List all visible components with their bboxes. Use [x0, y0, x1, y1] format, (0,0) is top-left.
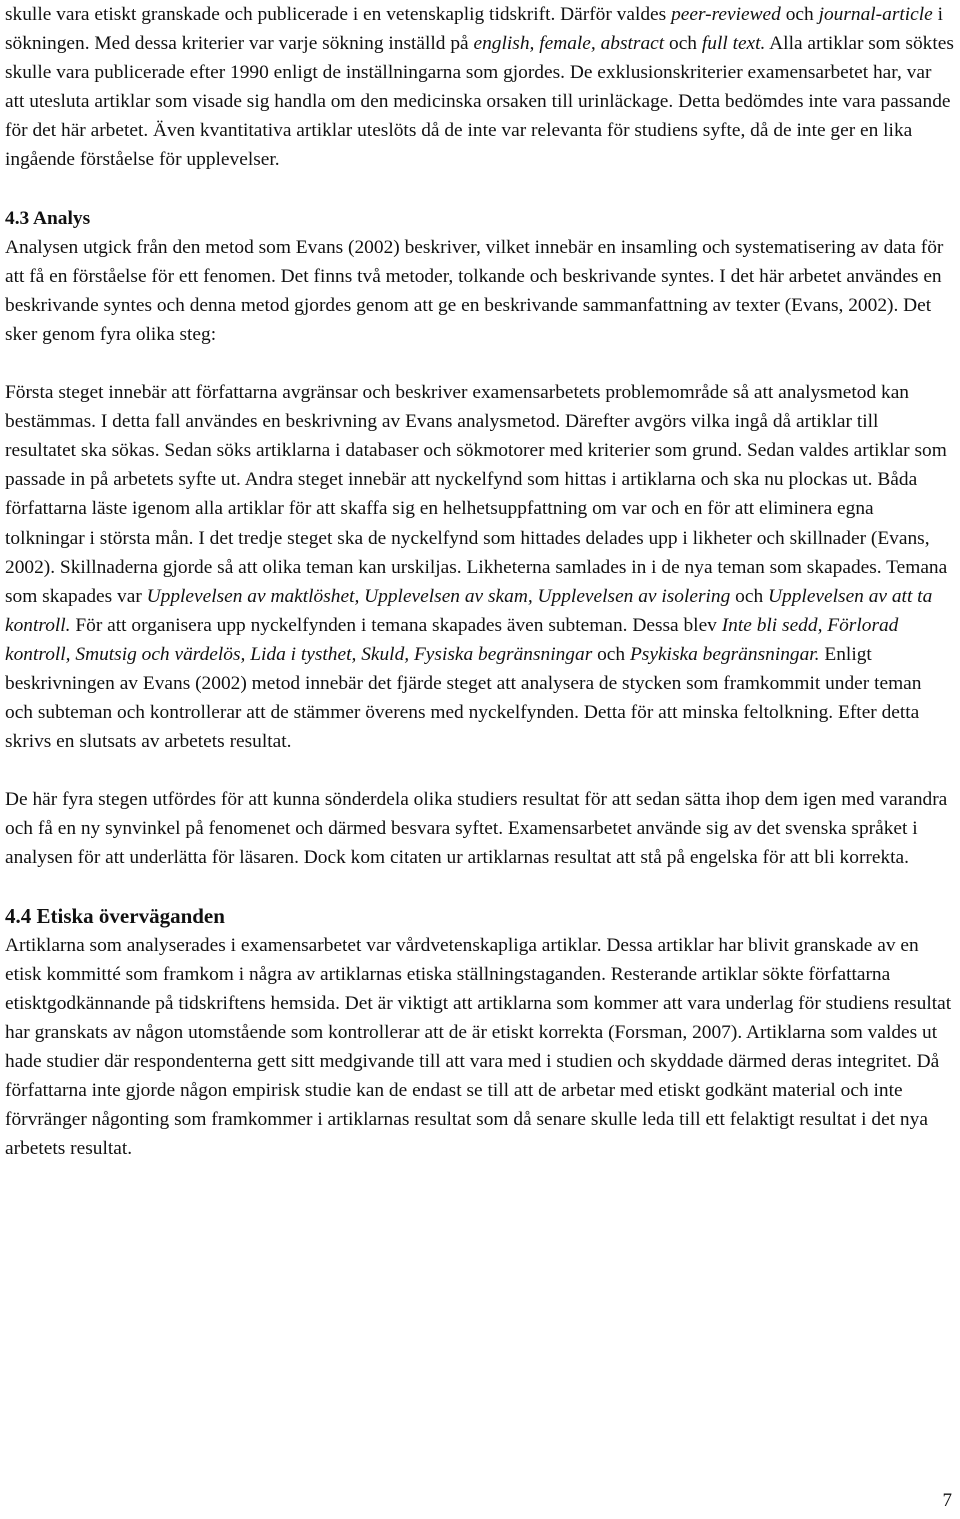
intro-text-4: och	[664, 33, 702, 55]
intro-italic-peer-reviewed: peer-reviewed	[671, 4, 781, 25]
intro-italic-full-text: full text.	[701, 33, 766, 55]
intro-text-5: Alla artiklar som söktes skulle vara publicerade efter 1990 enligt de inställningarna som gjordes. De exklusionskriterier examensarbetet har, var att utesluta artiklar som visade sig handla om den medicinska orsaken till urinläckage. Detta bedömdes inte vara passande för det här arbetet. Även kvantitativa artiklar uteslöts då de inte var relevanta för studiens syfte, då de inte ger en lika ingående förståelse för upplevelser.	[5, 33, 954, 171]
intro-text-3: i sökningen. Med dessa kriterier var varje sökning inställd på	[5, 4, 943, 55]
analys-paragraph-2	[5, 378, 954, 756]
analys-text-5: Enligt beskrivningen av Evans (2002) metod innebär det fjärde steget att analysera de stycken som framkommit under teman och subteman och kontrollerar att de stämmer överens med nyckelfynden. Detta för att minska feltolkning. Efter detta skrivs en slutsats av arbetets resultat.	[5, 643, 922, 753]
analys-italic-subtheme-psych: Psykiska begränsningar.	[629, 643, 820, 665]
analys-text-1: Första steget innebär att författarna avgränsar och beskriver examensarbetets problemområde så att analysmetod kan bestämmas. I detta fall användes en beskrivning av Evans analysmetod. Därefter avgörs vilka ingå då artiklar till resultatet ska sökas. Sedan söks artiklarna i databaser och sökmotorer med kriterier som grund. Sedan valdes artiklar som passade in på arbetets syfte ut. Andra steget innebär att nyckelfynd som hittas i artiklarna och ska nu plockas ut. Båda författarna läste igenom alla artiklar för att skaffa sig en helhetsuppfattning om var och en för att eliminera egna tolkningar i största mån. I det tredje steget ska de nyckelfynd som hittades delades upp i likheter och skillnader (Evans, 2002). Skillnaderna gjorde så att olika teman kan urskiljas. Likheterna samlades in i de nya teman som skapades. Temana som skapades var	[5, 382, 948, 607]
intro-italic-filters: english, female, abstract	[473, 33, 665, 55]
analys-text-4: och	[592, 643, 630, 665]
etik-paragraph-1: Artiklarna som analyserades i examensarbetet var vårdvetenskapliga artiklar. Dessa artiklar har blivit granskade av en etisk kommitté som framkom i några av artiklarnas etiska ställningstaganden. Resterande artiklar sökte författarna etisktgodkännande på tidskriftens hemsida. Det är viktigt att artiklarna som kommer att vara underlag för studiens resultat har granskats av någon utomstående som kontrollerar att de är etiskt korrekta (Forsman, 2007). Artiklarna som valdes ut hade studier där respondenterna gett sitt medgivande till att vara med i studien och skyddade därmed deras integritet. Då författarna inte gjorde någon empirisk studie kan de endast se till att de arbetar med etiskt godkänt material och inte förvränger någonting som framkommer i artiklarnas resultat som då senare skulle leda till ett felaktigt resultat i det nya arbetets resultat.	[5, 934, 952, 1160]
paragraph-gap	[5, 175, 954, 204]
analys-italic-subthemes: Inte bli sedd, Förlorad kontroll, Smutsig och värdelös, Lida i tysthet, Skuld, Fysiska begränsningar	[5, 614, 899, 665]
analys-text-2: och	[730, 585, 769, 607]
analys-italic-themes: Upplevelsen av maktlöshet, Upplevelsen av skam, Upplevelsen av isolering	[146, 585, 731, 607]
section-heading-analys: 4.3 Analys	[5, 207, 91, 229]
analys-italic-theme-control: Upplevelsen av att ta kontroll.	[5, 585, 933, 636]
intro-text-1: skulle vara etiskt granskade och publicerade i en vetenskaplig tidskrift. Därför valdes	[5, 4, 672, 25]
analys-paragraph-1: Analysen utgick från den metod som Evans (2002) beskriver, vilket innebär en insamling och systematisering av data för att få en förståelse för ett fenomen. Det finns två metoder, tolkande och beskrivande syntes. I det här arbetet användes en beskrivande syntes och denna metod gjordes genom att ge en beskrivande sammanfattning av texter (Evans, 2002). Det sker genom fyra olika steg:	[5, 236, 944, 345]
analys-paragraph-3: De här fyra stegen utfördes för att kunna sönderdela olika studiers resultat för att sedan sätta ihop dem igen med varandra och få en ny synvinkel på fenomenet och därmed besvara syftet. Examensarbetet använde sig av det svenska språket i analysen för att underlätta för läsaren. Dock kom citaten ur artiklarnas resultat att stå på engelska för att bli korrekta.	[5, 789, 948, 869]
section-heading-etik: 4.4 Etiska överväganden	[5, 903, 225, 928]
paragraph-gap	[5, 349, 954, 378]
page-number: 7	[942, 1490, 952, 1511]
paragraph-gap	[5, 756, 954, 785]
intro-paragraph	[5, 0, 954, 175]
intro-italic-journal-article: journal-article	[818, 4, 933, 25]
intro-text-2: och	[780, 4, 819, 25]
paragraph-gap	[5, 873, 954, 902]
analys-text-3: För att organisera upp nyckelfynden i temana skapades även subteman. Dessa blev	[70, 614, 722, 636]
